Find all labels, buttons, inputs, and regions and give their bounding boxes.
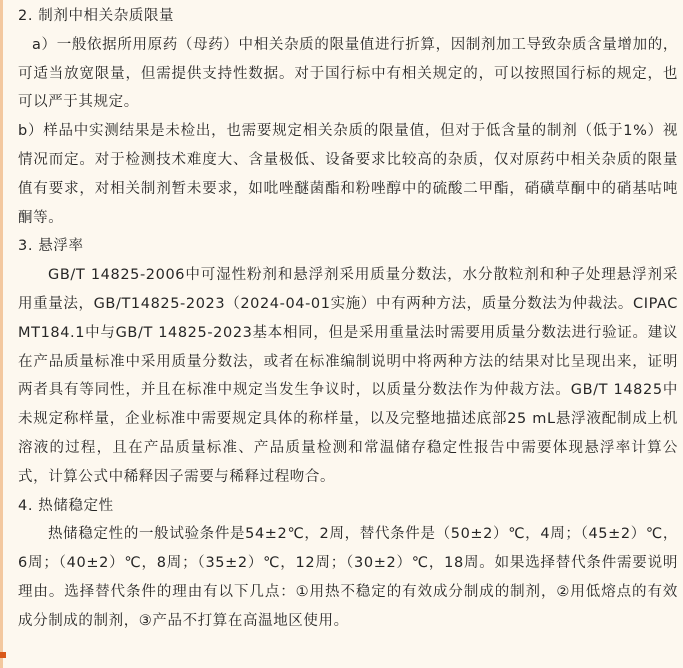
section-2-paragraph-a: a）一般依据所用原药（母药）中相关杂质的限量值进行折算，因制剂加工导致杂质含量增加的，可适当放宽限量，但需提供支持性数据。对于国行标中有相关规定的，可以按照国行标的规定，也可以严于其规定。 xyxy=(18,36,678,111)
section-2-paragraph-b: b）样品中实测结果是未检出，也需要规定相关杂质的限量值，但对于低含量的制剂（低于1%）视情况而定。对于检测技术难度大、含量极低、设备要求比较高的杂质，仅对原药中相关杂质的限量值有要求，对相关制剂暂未要求，如吡唑醚菌酯和粉唑醇中的硫酸二甲酯，硝磺草酮中的硝基咕吨酮等。 xyxy=(18,123,678,226)
section-2-heading: 2. 制剂中相关杂质限量 xyxy=(18,8,175,24)
section-3-heading: 3. 悬浮率 xyxy=(18,238,84,255)
article-body xyxy=(18,2,678,636)
section-4-heading: 4. 热储稳定性 xyxy=(18,497,114,514)
section-3-paragraph: GB/T 14825-2006中可湿性粉剂和悬浮剂采用质量分数法，水分散粒剂和种子处理悬浮剂采用重量法，GB/T14825-2023（2024-04-01实施）中有两种方法，质量分数法为仲裁法。CIPAC MT184.1中与GB/T 14825-2023基本相同，但是采用重量法时需要用质量分数法进行验证。建议在产品质量标准中采用质量分数法，或者在标准编制说明中将两种方法的结果对比呈现出来，证明两者具有等同性，并且在标准中规定当发生争议时，以质量分数法作为仲裁方法。GB/T 14825中未规定称样量，企业标准中需要规定具体的称样量，以及完整地描述底部25 mL悬浮液配制成上机溶液的过程，且在产品质量标准、产品质量检测和常温储存稳定性报告中需要体现悬浮率计算公式，计算公式中稀释因子需要与稀释过程吻合。 xyxy=(18,267,678,485)
left-border-rule xyxy=(0,0,3,668)
corner-marker xyxy=(0,652,6,658)
section-4-paragraph: 热储稳定性的一般试验条件是54±2℃，2周，替代条件是（50±2）℃，4周；（45±2）℃，6周；（40±2）℃，8周；（35±2）℃，12周；（30±2）℃，18周。如果选择替代条件需要说明理由。选择替代条件的理由有以下几点：①用热不稳定的有效成分制成的制剂，②用低熔点的有效成分制成的制剂，③产品不打算在高温地区使用。 xyxy=(18,526,678,629)
